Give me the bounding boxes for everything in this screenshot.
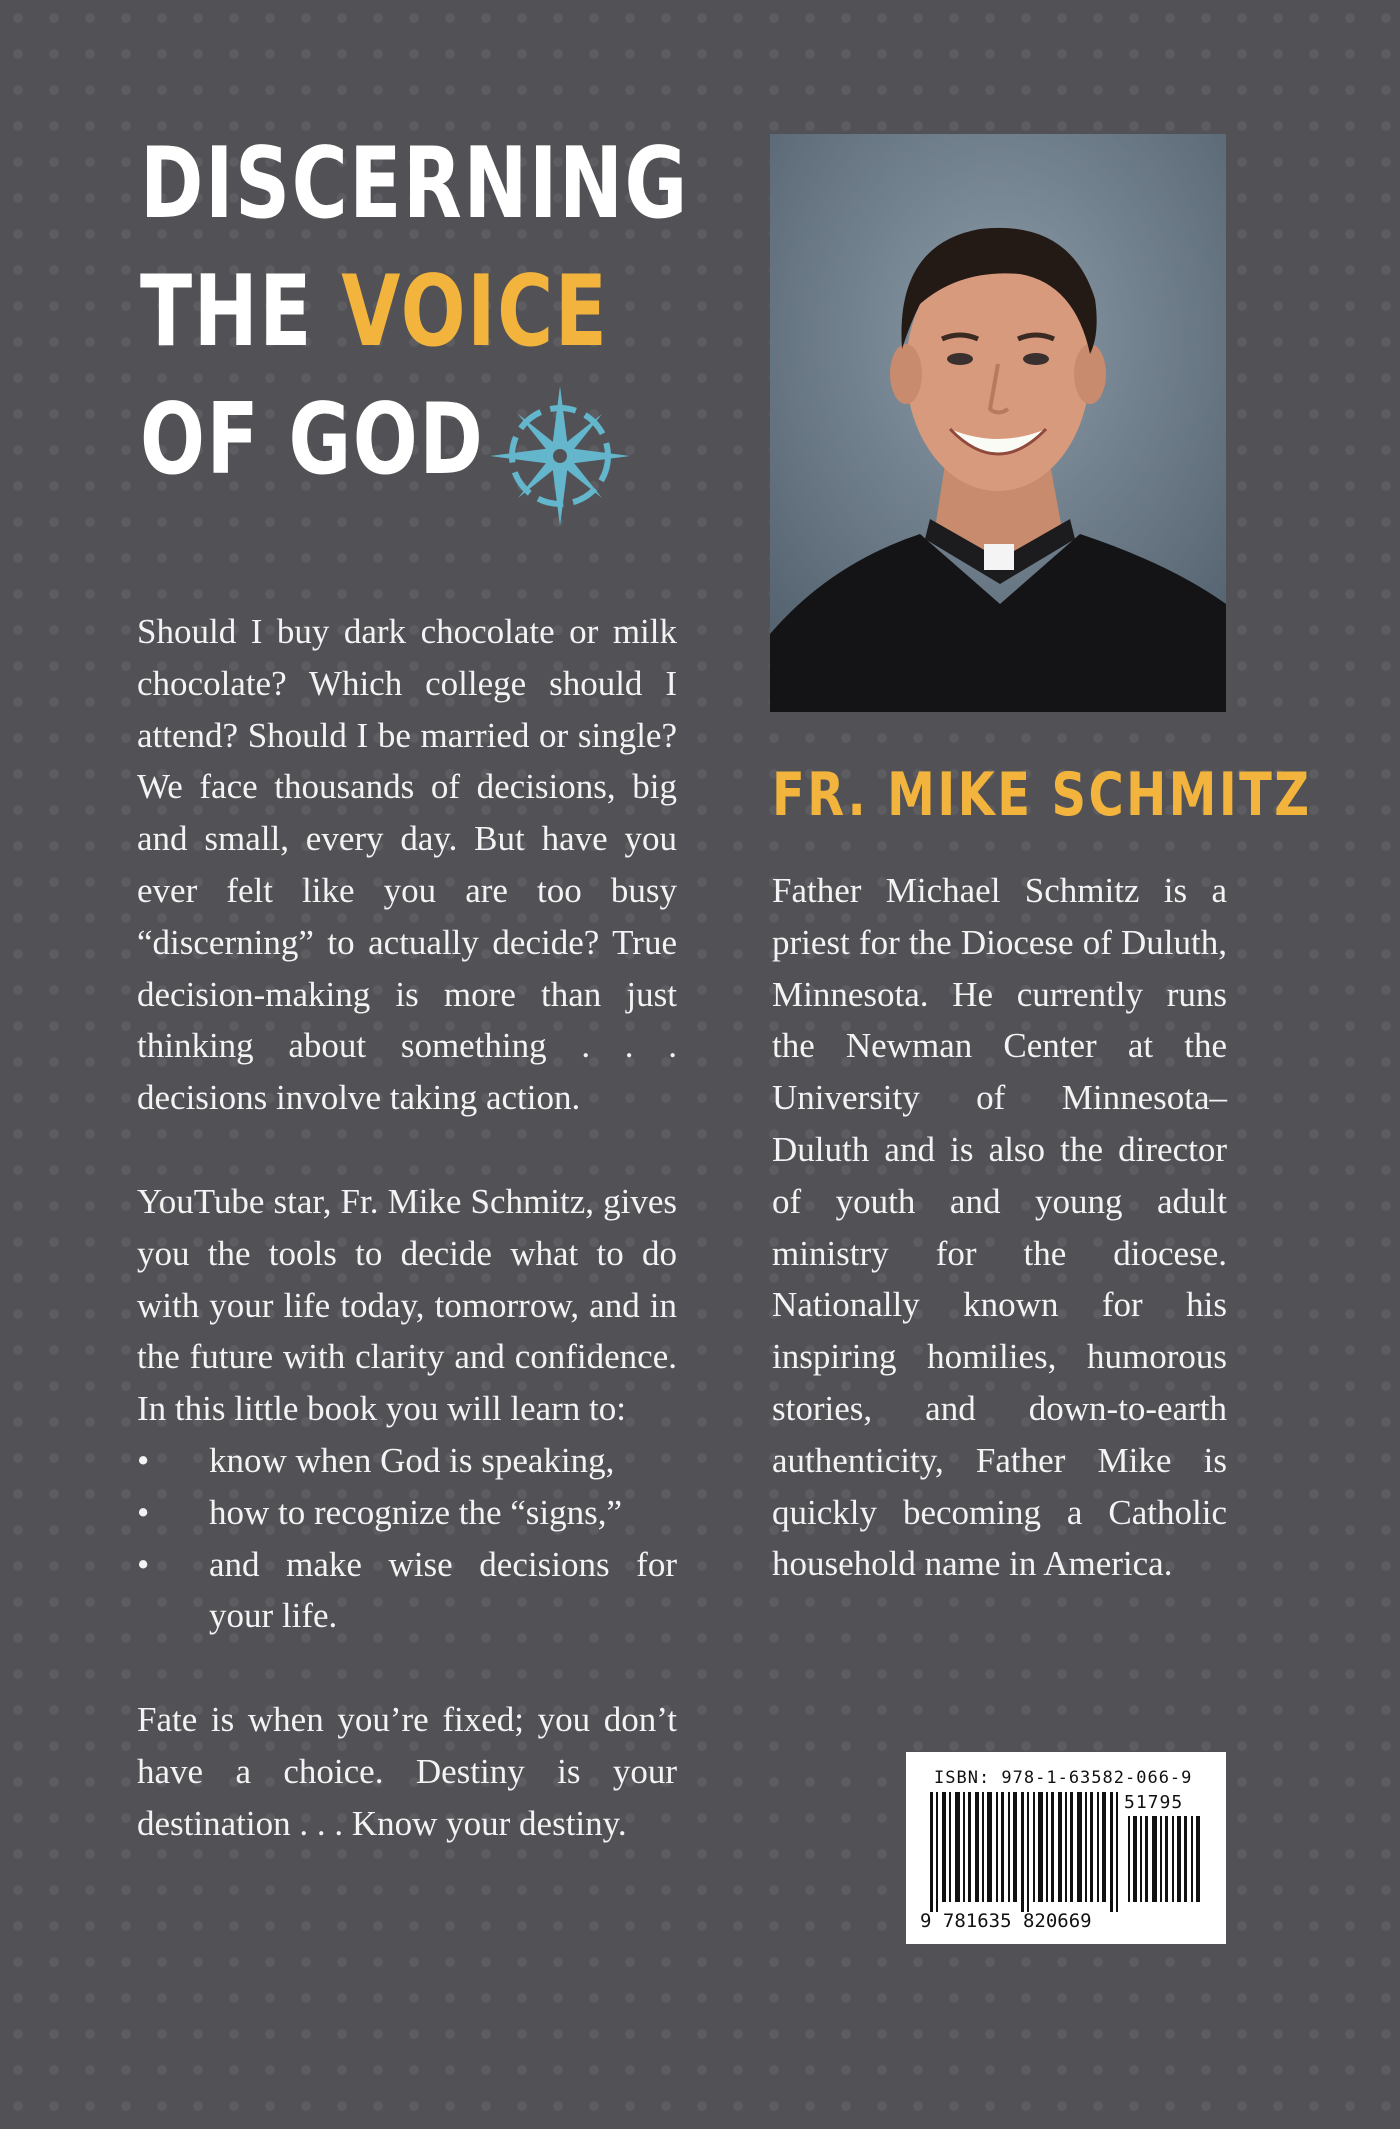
price-code: 51795 — [1124, 1792, 1184, 1813]
title-line-2 — [140, 248, 609, 376]
title-word-voice: VOICE — [341, 255, 609, 369]
description — [137, 606, 677, 1850]
ean-number: 9 781635 820669 — [920, 1910, 1092, 1932]
list-item: • and make wise decisions for your life. — [137, 1539, 677, 1643]
learning-list — [137, 1435, 677, 1642]
list-item: • how to recognize the “signs,” — [137, 1487, 677, 1539]
compass-rose-icon — [488, 384, 632, 528]
title-line-1: DISCERNING — [140, 127, 689, 241]
description-para-1: Should I buy dark chocolate or milk chocolate? Which college should I attend? Should I be married or single? We face thousands of decisions, big and small, every day. But have you ever felt like you are too busy “discerning” to actually decide? True decision-making is more than just thinking about something . . . decisions involve taking action. — [137, 612, 677, 1118]
author-bio-text: Father Michael Schmitz is a priest for the Diocese of Duluth, Minnesota. He currently runs the Newman Center at the University of Minnesota–Duluth and is also the director of youth and young adult ministry for the diocese. Nationally known for his inspiring homilies, humorous stories, and down-to-earth authenticity, Father Mike is quickly becoming a Catholic household name in America. — [772, 871, 1227, 1584]
title-line-3: OF GOD — [140, 383, 485, 497]
list-item: • know when God is speaking, — [137, 1435, 677, 1487]
description-para-3: Fate is when you’re fixed; you don’t have a choice. Destiny is your destination . . . Know your destiny. — [137, 1700, 677, 1843]
title-word-the: THE — [140, 255, 342, 369]
barcode-icon — [906, 1752, 1226, 1944]
author-bio — [772, 865, 1227, 1590]
isbn-label: ISBN: 978-1-63582-066-9 — [934, 1768, 1193, 1788]
description-para-2: YouTube star, Fr. Mike Schmitz, gives you the tools to decide what to do with your life today, tomorrow, and in the future with clarity and confidence. In this little book you will learn to: — [137, 1181, 677, 1429]
author-photo — [770, 134, 1226, 712]
author-name: FR. MIKE SCHMITZ — [772, 760, 1312, 830]
